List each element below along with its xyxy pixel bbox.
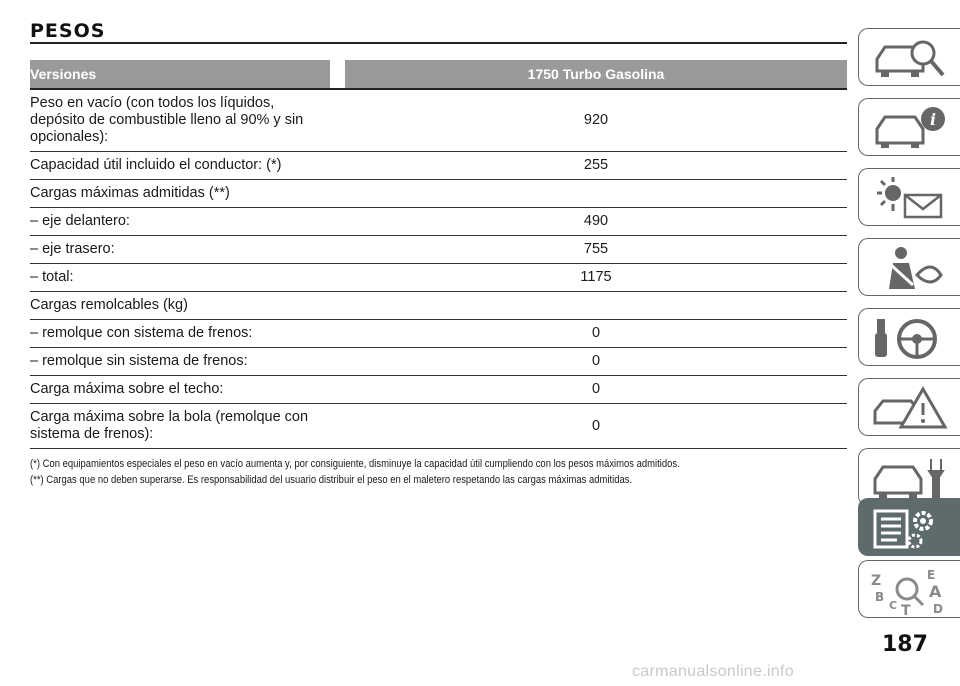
row-value: 0 bbox=[591, 353, 601, 369]
table-row bbox=[30, 376, 847, 404]
footnote-2: (**) Cargas que no deben superarse. Es responsabilidad del usuario distribuir el peso en el maletero respetando las cargas máximas admitidas. bbox=[30, 474, 633, 486]
row-label: Peso en vacío (con todos los líquidos, depósito de combustible lleno al 90% y sin opcionales): bbox=[30, 95, 304, 145]
row-label: – eje trasero: bbox=[30, 241, 115, 257]
car-maintenance-icon bbox=[871, 455, 951, 501]
car-info-icon bbox=[871, 105, 951, 151]
svg-text:T: T bbox=[901, 603, 911, 617]
header-engine: 1750 Turbo Gasolina bbox=[345, 60, 847, 88]
row-label: Cargas remolcables (kg) bbox=[30, 297, 188, 313]
svg-text:i: i bbox=[930, 110, 937, 129]
table-row bbox=[30, 348, 847, 376]
tab-car-info[interactable] bbox=[858, 98, 960, 156]
tab-emergency[interactable] bbox=[858, 378, 960, 436]
svg-text:D: D bbox=[933, 602, 943, 616]
steering-wheel-icon bbox=[871, 315, 951, 361]
footnote-1: (*) Con equipamientos especiales el peso en vacío aumenta y, por consiguiente, disminuye la capacidad útil cumpliendo con los pesos máximos admitidos. bbox=[30, 458, 680, 470]
page-number: 187 bbox=[882, 632, 928, 657]
table-header bbox=[30, 60, 847, 88]
page-title: PESOS bbox=[30, 20, 106, 42]
warning-lights-icon bbox=[871, 175, 951, 221]
tab-technical-data[interactable] bbox=[858, 498, 960, 556]
car-search-icon bbox=[871, 35, 951, 81]
technical-data-icon bbox=[871, 505, 951, 551]
row-label: – remolque con sistema de frenos: bbox=[30, 325, 253, 341]
table-body bbox=[30, 90, 847, 449]
svg-text:A: A bbox=[929, 582, 942, 601]
table-row bbox=[30, 180, 847, 208]
table-row bbox=[30, 320, 847, 348]
weights-table bbox=[30, 60, 847, 449]
row-label: Capacidad útil incluido el conductor: (*) bbox=[30, 157, 282, 173]
tab-starting-driving[interactable] bbox=[858, 308, 960, 366]
tab-warning-lights[interactable] bbox=[858, 168, 960, 226]
table-row bbox=[30, 264, 847, 292]
row-value: 490 bbox=[583, 213, 609, 229]
row-value: 755 bbox=[583, 241, 609, 257]
car-accident-icon bbox=[871, 385, 951, 431]
row-value bbox=[330, 180, 847, 207]
table-row bbox=[30, 208, 847, 236]
row-value: 0 bbox=[591, 325, 601, 341]
watermark: carmanualsonline.info bbox=[632, 663, 794, 680]
table-row bbox=[30, 152, 847, 180]
row-value: 920 bbox=[583, 112, 609, 128]
table-row bbox=[30, 292, 847, 320]
title-rule bbox=[30, 42, 847, 44]
row-label: – total: bbox=[30, 269, 74, 285]
svg-text:Z: Z bbox=[871, 573, 882, 589]
svg-text:C: C bbox=[889, 599, 898, 612]
svg-text:B: B bbox=[875, 590, 885, 604]
seatbelt-airbag-icon bbox=[871, 245, 951, 291]
row-label: Carga máxima sobre el techo: bbox=[30, 381, 224, 397]
row-label: – eje delantero: bbox=[30, 213, 130, 229]
table-row bbox=[30, 236, 847, 264]
row-value: 0 bbox=[591, 417, 601, 434]
row-value: 0 bbox=[591, 381, 601, 397]
row-value: 255 bbox=[583, 157, 609, 173]
table-row bbox=[30, 404, 847, 449]
row-label: Cargas máximas admitidas (**) bbox=[30, 185, 230, 201]
row-label: – remolque sin sistema de frenos: bbox=[30, 353, 248, 369]
tab-safety[interactable] bbox=[858, 238, 960, 296]
row-value: 1175 bbox=[580, 269, 612, 285]
svg-text:E: E bbox=[927, 568, 936, 582]
alphabetical-index-icon bbox=[871, 567, 951, 617]
row-value bbox=[330, 292, 847, 319]
tab-car-search[interactable] bbox=[858, 28, 960, 86]
table-row bbox=[30, 90, 847, 152]
header-versions: Versiones bbox=[30, 60, 330, 88]
tab-index[interactable] bbox=[858, 560, 960, 618]
footnotes bbox=[30, 456, 847, 488]
row-label: Carga máxima sobre la bola (remolque con sistema de frenos): bbox=[30, 409, 309, 442]
